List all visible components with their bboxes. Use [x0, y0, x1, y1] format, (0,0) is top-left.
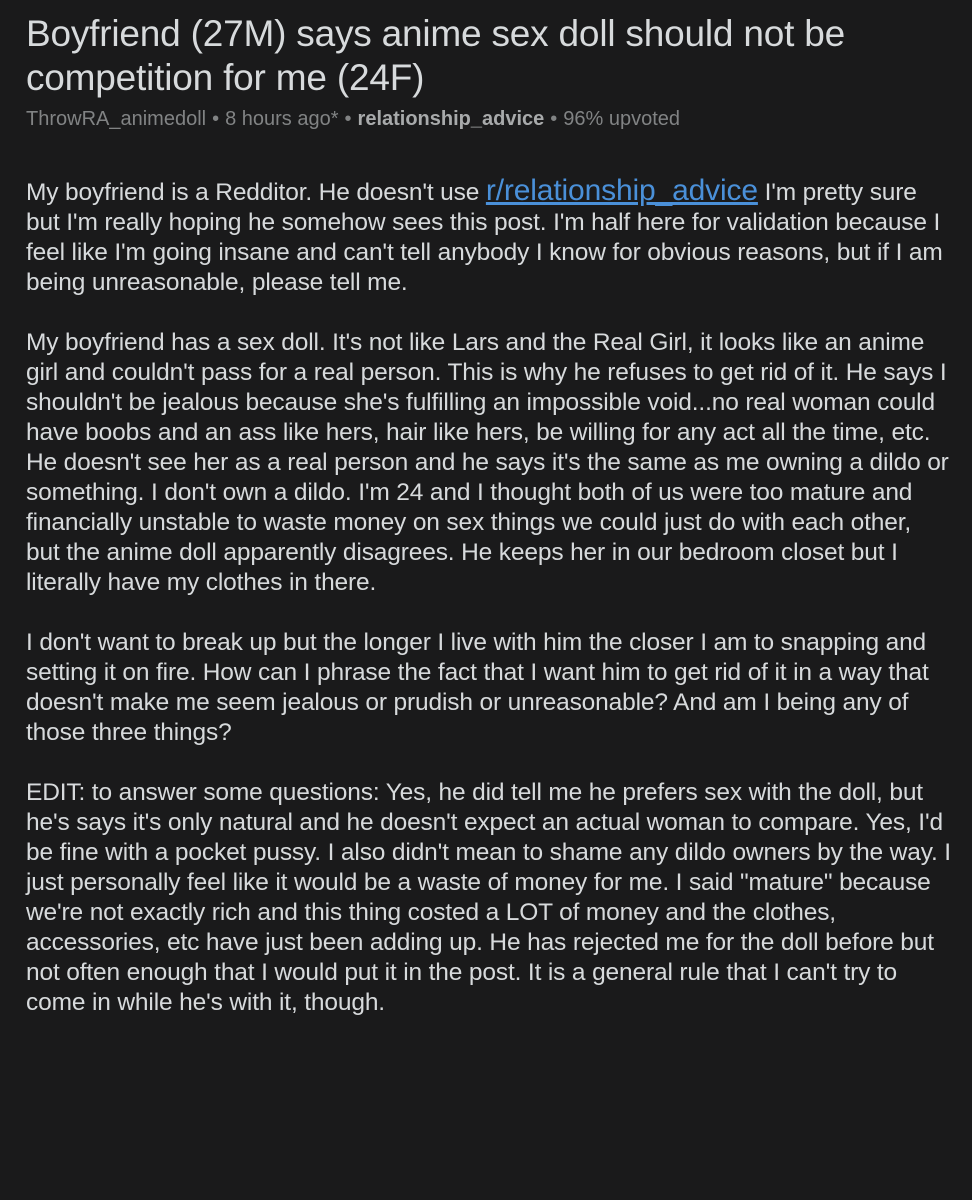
post-title[interactable]: Boyfriend (27M) says anime sex doll should not be competition for me (24F): [26, 13, 846, 98]
post-body: [26, 176, 951, 1018]
paragraph-1-end: I'm pretty sure but I'm really hoping he somehow sees this post. I'm half here for validation because I feel like I'm going insane and can't tell anybody I know for obvious reasons, but if I am being unreasonable, please tell me.: [26, 179, 943, 296]
post-meta: [26, 106, 951, 132]
meta-separator: •: [344, 108, 352, 130]
upvote-ratio: 96% upvoted: [563, 108, 681, 130]
paragraph-edit: EDIT: to answer some questions: Yes, he did tell me he prefers sex with the doll, but he's says it's only natural and he doesn't expect an actual woman to compare. Yes, I'd be fine with a pocket pussy. I also didn't mean to shame any dildo owners by the way. I just personally feel like it would be a waste of money for me. I said "mature" because we're not exactly rich and this thing costed a LOT of money and the clothes, accessories, etc have just been adding up. He has rejected me for the doll before but not often enough that I would put it in the post. It is a general rule that I can't try to come in while he's with it, though.: [26, 779, 951, 1016]
meta-separator: •: [550, 108, 558, 130]
author-link[interactable]: ThrowRA_animedoll: [26, 108, 207, 130]
subreddit-link[interactable]: relationship_advice: [357, 108, 545, 130]
paragraph-1-start: My boyfriend is a Redditor. He doesn't use: [26, 179, 486, 206]
paragraph-1: [26, 176, 951, 298]
paragraph-2: My boyfriend has a sex doll. It's not like Lars and the Real Girl, it looks like an anime girl and couldn't pass for a real person. This is why he refuses to get rid of it. He says I shouldn't be jealous because she's fulfilling an impossible void...no real woman could have boobs and an ass like hers, hair like hers, be willing for any act all the time, etc. He doesn't see her as a real person and he says it's the same as me owning a dildo or something. I don't own a dildo. I'm 24 and I thought both of us were too mature and financially unstable to waste money on sex things we could just do with each other, but the anime doll apparently disagrees. He keeps her in our bedroom closet but I literally have my clothes in there.: [26, 329, 949, 596]
post-time: 8 hours ago*: [225, 108, 339, 130]
meta-separator: •: [212, 108, 220, 130]
paragraph-3: I don't want to break up but the longer I live with him the closer I am to snapping and setting it on fire. How can I phrase the fact that I want him to get rid of it in a way that doesn't make me seem jealous or prudish or unreasonable? And am I being any of those three things?: [26, 629, 929, 746]
post: [26, 12, 951, 1048]
subreddit-inline-link[interactable]: r/relationship_advice: [485, 174, 758, 207]
